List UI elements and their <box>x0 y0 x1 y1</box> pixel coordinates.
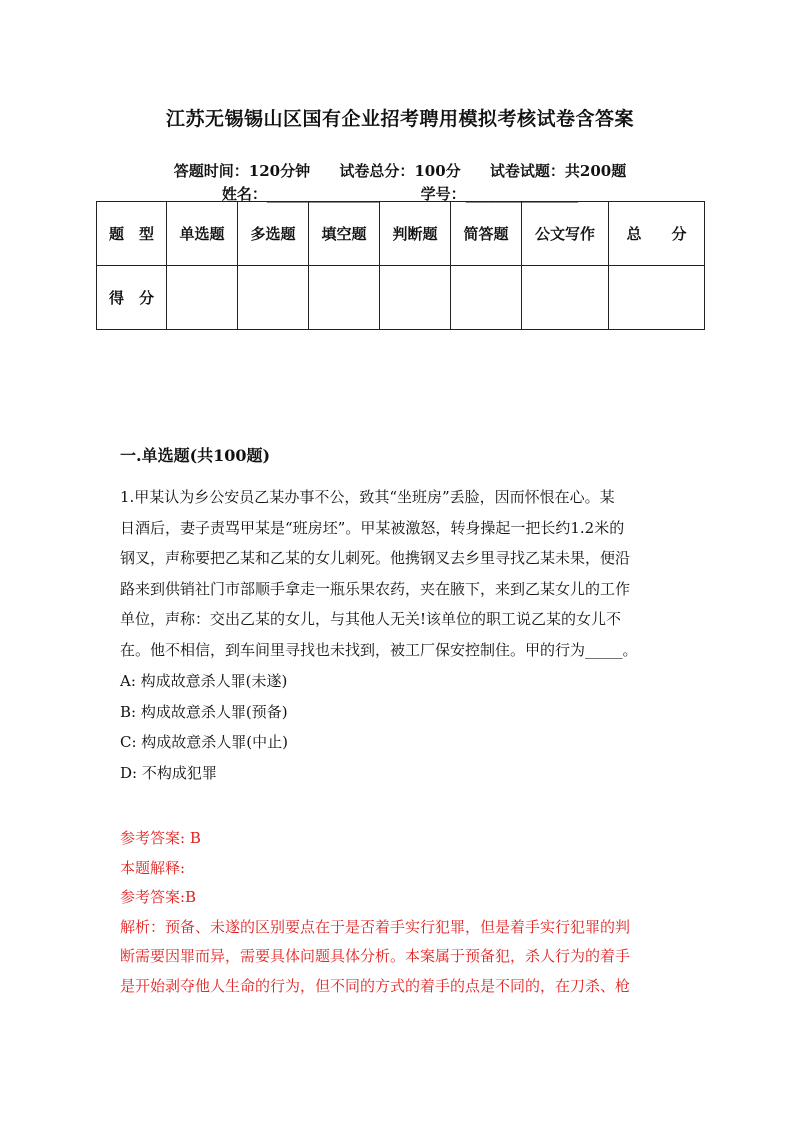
score-table-header-cell: 题 型 <box>97 202 167 266</box>
score-table-score-row <box>97 266 705 330</box>
option-d[interactable]: D: 不构成犯罪 <box>120 763 217 782</box>
score-cell[interactable] <box>451 266 522 330</box>
question-stem <box>120 482 686 665</box>
exam-question-count: 试卷试题：共200题 <box>489 162 627 180</box>
score-cell[interactable] <box>380 266 451 330</box>
score-row-label: 得 分 <box>97 266 167 330</box>
question-line: 1.甲某认为乡公安员乙某办事不公，致其“坐班房”丢脸，因而怀恨在心。某 <box>120 488 615 506</box>
section-heading: 一.单选题(共100题) <box>120 446 271 465</box>
score-table <box>96 201 705 330</box>
analysis-line: 解析：预备、未遂的区别要点在于是否着手实行犯罪，但是着手实行犯罪的判 <box>120 917 631 936</box>
question-line: 在。他不相信，到车间里寻找也未找到，被工厂保安控制住。甲的行为_____。 <box>120 640 638 659</box>
score-table-header-cell: 公文写作 <box>522 202 609 266</box>
option-a[interactable]: A: 构成故意杀人罪(未遂) <box>120 672 288 690</box>
option-c[interactable]: C: 构成故意杀人罪(中止) <box>120 733 289 751</box>
student-id-field: 学号：_______________ <box>420 185 579 203</box>
score-table-header-cell: 填空题 <box>309 202 380 266</box>
score-cell[interactable] <box>167 266 238 330</box>
exam-meta <box>0 160 800 181</box>
reference-answer-repeat: 参考答案:B <box>120 888 197 906</box>
score-table-header-cell: 单选题 <box>167 202 238 266</box>
score-table-header-cell: 总 分 <box>609 202 705 266</box>
exam-total-score: 试卷总分：100分 <box>339 162 461 180</box>
score-cell[interactable] <box>522 266 609 330</box>
analysis-line: 是开始剥夺他人生命的行为，但不同的方式的着手的点是不同的，在刀杀、枪 <box>120 976 631 995</box>
exam-time: 答题时间：120分钟 <box>173 162 311 180</box>
question-options <box>120 666 288 788</box>
page-title: 江苏无锡锡山区国有企业招考聘用模拟考核试卷含答案 <box>165 108 634 130</box>
score-table-header-cell: 多选题 <box>238 202 309 266</box>
question-line: 路来到供销社门市部顺手拿走一瓶乐果农药，夹在腋下，来到乙某女儿的工作 <box>120 579 631 598</box>
score-cell[interactable] <box>309 266 380 330</box>
question-line: 单位，声称：交出乙某的女儿，与其他人无关!该单位的职工说乙某的女儿不 <box>120 610 622 628</box>
analysis-line: 断需要因罪而异，需要具体问题具体分析。本案属于预备犯，杀人行为的着手 <box>120 947 631 965</box>
question-line: 钢叉，声称要把乙某和乙某的女儿刺死。他携钢叉去乡里寻找乙某未果，便沿 <box>120 549 631 567</box>
option-b[interactable]: B: 构成故意杀人罪(预备) <box>120 702 288 721</box>
score-table-header-cell: 简答题 <box>451 202 522 266</box>
score-cell[interactable] <box>238 266 309 330</box>
score-cell[interactable] <box>609 266 705 330</box>
question-line: 日酒后，妻子责骂甲某是“班房坯”。甲某被激怒，转身操起一把长约1.2米的 <box>120 518 625 537</box>
explanation-label: 本题解释: <box>120 858 186 877</box>
reference-answer: 参考答案: B <box>120 829 201 847</box>
student-name-field: 姓名：_______________ <box>221 185 380 203</box>
score-table-header-cell: 判断题 <box>380 202 451 266</box>
score-table-header-row <box>97 202 705 266</box>
answer-block <box>120 824 686 1001</box>
